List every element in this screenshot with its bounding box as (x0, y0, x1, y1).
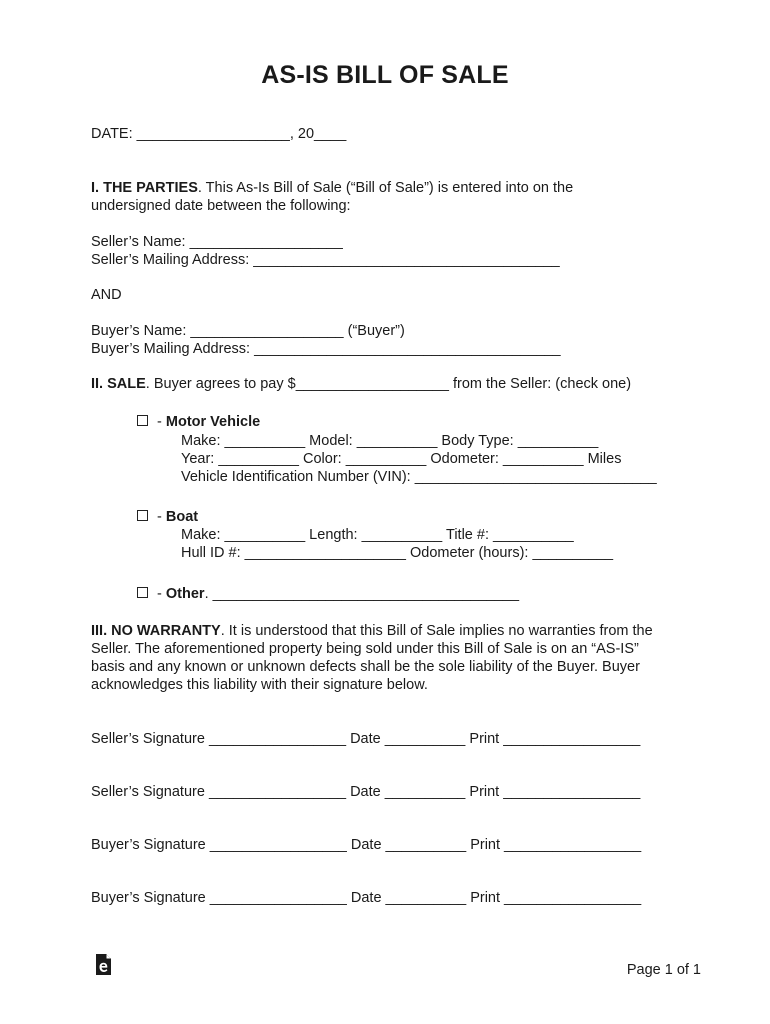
other-line: . ______________________________________ (204, 586, 520, 602)
other-prefix: - (153, 586, 166, 602)
sale-section (91, 375, 691, 393)
date-field: DATE: ___________________, 20____ (91, 126, 347, 142)
parties-paragraph (91, 179, 691, 197)
boat-line-1: Make: __________ Length: __________ Title #: __________ (181, 527, 574, 543)
boat-option (137, 508, 737, 526)
motor-vehicle-line-2: Year: __________ Color: __________ Odometer: __________ Miles (181, 451, 622, 467)
buyer-name-field: Buyer’s Name: ___________________ (“Buyer”) (91, 323, 405, 339)
parties-heading: I. THE PARTIES (91, 180, 198, 196)
parties-text-1: . This As-Is Bill of Sale (“Bill of Sale”) is entered into on the (197, 180, 574, 196)
boat-fields (181, 526, 770, 562)
and-text: AND (91, 287, 122, 303)
warranty-section (91, 622, 701, 694)
sale-paragraph (91, 375, 691, 393)
buyer-signature-row-1: Buyer’s Signature _________________ Date __________ Print _________________ (91, 837, 642, 853)
other-checkbox[interactable] (137, 587, 148, 598)
boat-line-2: Hull ID #: ____________________ Odometer (hours): __________ (181, 545, 614, 561)
warranty-text-2: Seller. The aforementioned property being sold under this Bill of Sale is on an “AS-IS” (91, 641, 639, 657)
motor-vehicle-fields (181, 432, 770, 486)
buyer-info (91, 322, 691, 358)
seller-signature-row-2: Seller’s Signature _________________ Date __________ Print _________________ (91, 784, 641, 800)
warranty-text-4: acknowledges this liability with their signature below. (91, 677, 428, 693)
document-e-logo-icon (93, 953, 113, 977)
seller-info (91, 233, 691, 269)
parties-section (91, 179, 691, 215)
warranty-heading: III. NO WARRANTY (91, 623, 221, 639)
buyer-address-field: Buyer’s Mailing Address: ______________________________________ (91, 341, 561, 357)
parties-text-2: undersigned date between the following: (91, 198, 351, 214)
boat-checkbox[interactable] (137, 510, 148, 521)
other-label: Other (165, 586, 205, 602)
motor-vehicle-label: Motor Vehicle (165, 414, 261, 430)
other-option (137, 585, 737, 603)
sale-heading: II. SALE (91, 376, 146, 392)
page-number: Page 1 of 1 (626, 962, 701, 978)
date-line (91, 125, 691, 143)
boat-label: Boat (165, 509, 199, 525)
warranty-text-3: basis and any known or unknown defects shall be the sole liability of the Buyer. Buyer (91, 659, 640, 675)
buyer-signature-row-2: Buyer’s Signature _________________ Date __________ Print _________________ (91, 890, 642, 906)
boat-prefix: - (153, 509, 166, 525)
seller-signature-row-1: Seller’s Signature _________________ Date __________ Print _________________ (91, 731, 641, 747)
motor-vehicle-option (137, 413, 737, 431)
warranty-paragraph (91, 622, 701, 640)
motor-vehicle-vin: Vehicle Identification Number (VIN): ______________________________ (181, 469, 657, 485)
and-separator (91, 286, 691, 304)
motor-vehicle-checkbox[interactable] (137, 415, 148, 426)
motor-vehicle-prefix: - (153, 414, 166, 430)
seller-address-field: Seller’s Mailing Address: ______________________________________ (91, 252, 560, 268)
warranty-text-1: . It is understood that this Bill of Sale implies no warranties from the (220, 623, 653, 639)
motor-vehicle-line-1: Make: __________ Model: __________ Body Type: __________ (181, 433, 599, 449)
sale-text: . Buyer agrees to pay $___________________ from the Seller: (check one) (145, 376, 632, 392)
document-title: AS-IS BILL OF SALE (261, 61, 509, 89)
seller-name-field: Seller’s Name: ___________________ (91, 234, 343, 250)
